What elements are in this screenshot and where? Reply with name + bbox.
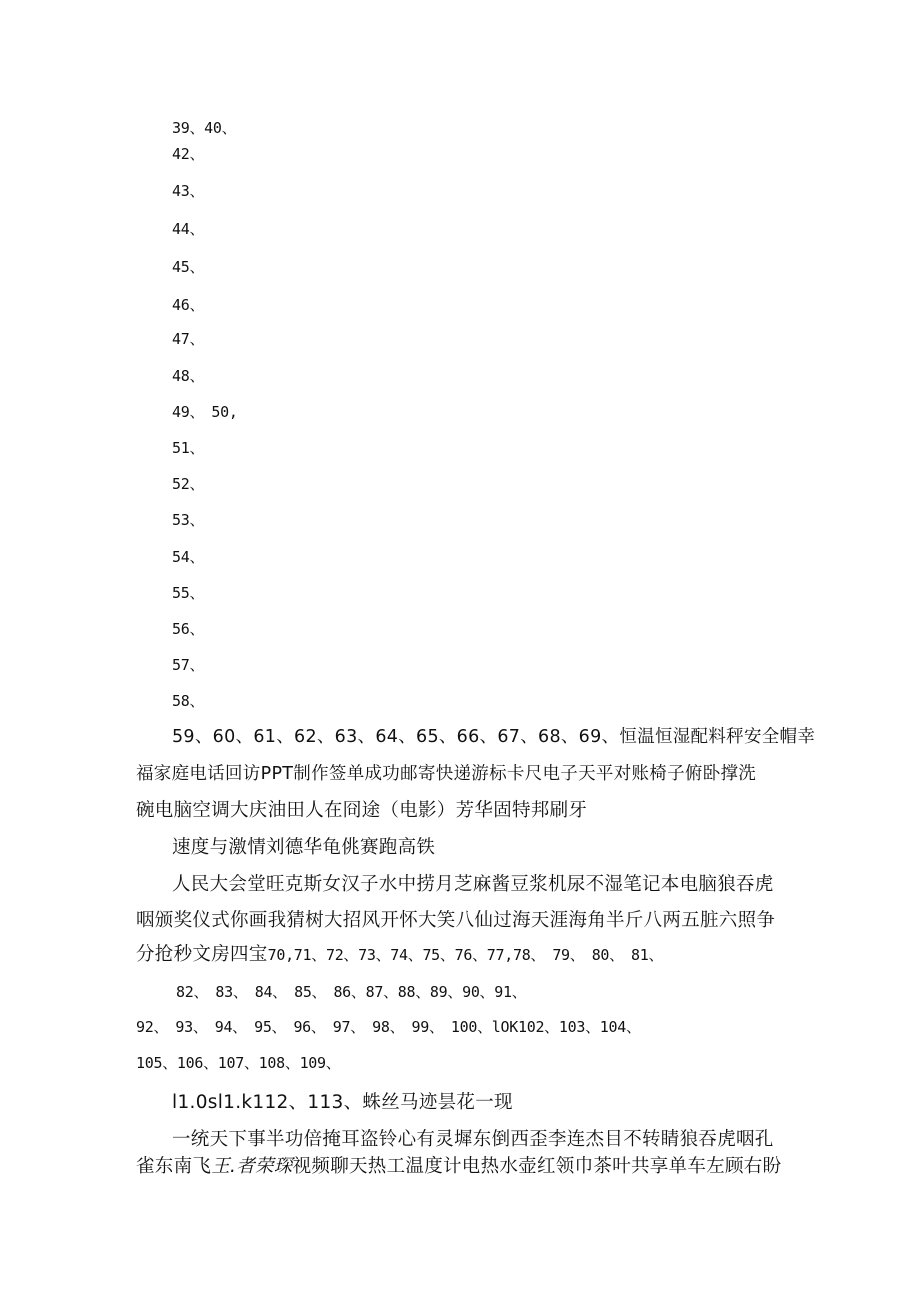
numbered-line: 42、 xyxy=(172,145,205,163)
numbered-line: 58、 xyxy=(172,692,205,710)
paragraph-line-italic: 王. xyxy=(211,1156,237,1177)
paragraph-line: 碗电脑空调大庆油田人在冏途（电影）芳华固特邦刷牙 xyxy=(136,800,588,821)
numbered-line: 54、 xyxy=(172,548,205,566)
numbered-line: 44、 xyxy=(172,220,205,238)
paragraph-line: 咽颁奖仪式你画我猜树大招风开怀大笑八仙过海天涯海角半斤八两五脏六照争 xyxy=(136,910,776,931)
paragraph-line-part: 视频聊天热工温度计电热水壶红领巾茶叶共享单车左顾右盼 xyxy=(292,1156,782,1177)
numbered-line: 56、 xyxy=(172,620,205,638)
numbered-line: 53、 xyxy=(172,511,205,529)
numbered-line: 39、40、 xyxy=(172,119,237,137)
numbered-line: 57、 xyxy=(172,656,205,674)
number-row: 92、 93、 94、 95、 96、 97、 98、 99、 100、lOK102、103、104、 xyxy=(136,1018,641,1036)
paragraph-line-text: 分抢秒文房四宝 xyxy=(136,944,268,965)
numbered-line: 49、 50, xyxy=(172,403,238,421)
numbered-line: 43、 xyxy=(172,182,205,200)
numbered-line: 45、 xyxy=(172,258,205,276)
paragraph-line: 福家庭电话回访PPT制作签单成功邮寄快递游标卡尺电子天平对账椅子俯卧撑洗 xyxy=(136,764,757,784)
paragraph-line: 一统天下事半功倍掩耳盗铃心有灵墀东倒西歪李连杰目不转睛狼吞虎咽孔 xyxy=(172,1129,774,1150)
number-row: 82、 83、 84、 85、 86、87、88、89、90、91、 xyxy=(176,983,527,1001)
paragraph-line: 人民大会堂旺克斯女汉子水中捞月芝麻酱豆浆机尿不湿笔记本电脑狼吞虎 xyxy=(172,874,774,895)
paragraph-line: 59、60、61、62、63、64、65、66、67、68、69、恒温恒湿配料秤安全帽幸 xyxy=(172,727,816,747)
numbered-line: 51、 xyxy=(172,439,205,457)
paragraph-line-italic: 者荣琛 xyxy=(236,1156,293,1177)
paragraph-line xyxy=(172,1094,513,1113)
paragraph-line xyxy=(136,946,663,965)
paragraph-line xyxy=(136,1158,781,1177)
paragraph-line: 速度与激情刘德华龟佻赛跑高铁 xyxy=(172,837,436,858)
numbered-line: 52、 xyxy=(172,475,205,493)
numbered-line: 46、 xyxy=(172,296,205,314)
paragraph-line-text: l1.0sl1.k112、113、蛛丝马迹昙花一现 xyxy=(172,1092,513,1113)
number-row: 105、106、107、108、109、 xyxy=(136,1054,341,1072)
paragraph-line-numbers: 70,71、72、73、74、75、76、77,78、 79、 80、 81、 xyxy=(267,946,664,964)
numbered-line: 47、 xyxy=(172,330,205,348)
paragraph-line-part: 雀东南飞 xyxy=(136,1156,212,1177)
numbered-line: 48、 xyxy=(172,367,205,385)
numbered-line: 55、 xyxy=(172,584,205,602)
